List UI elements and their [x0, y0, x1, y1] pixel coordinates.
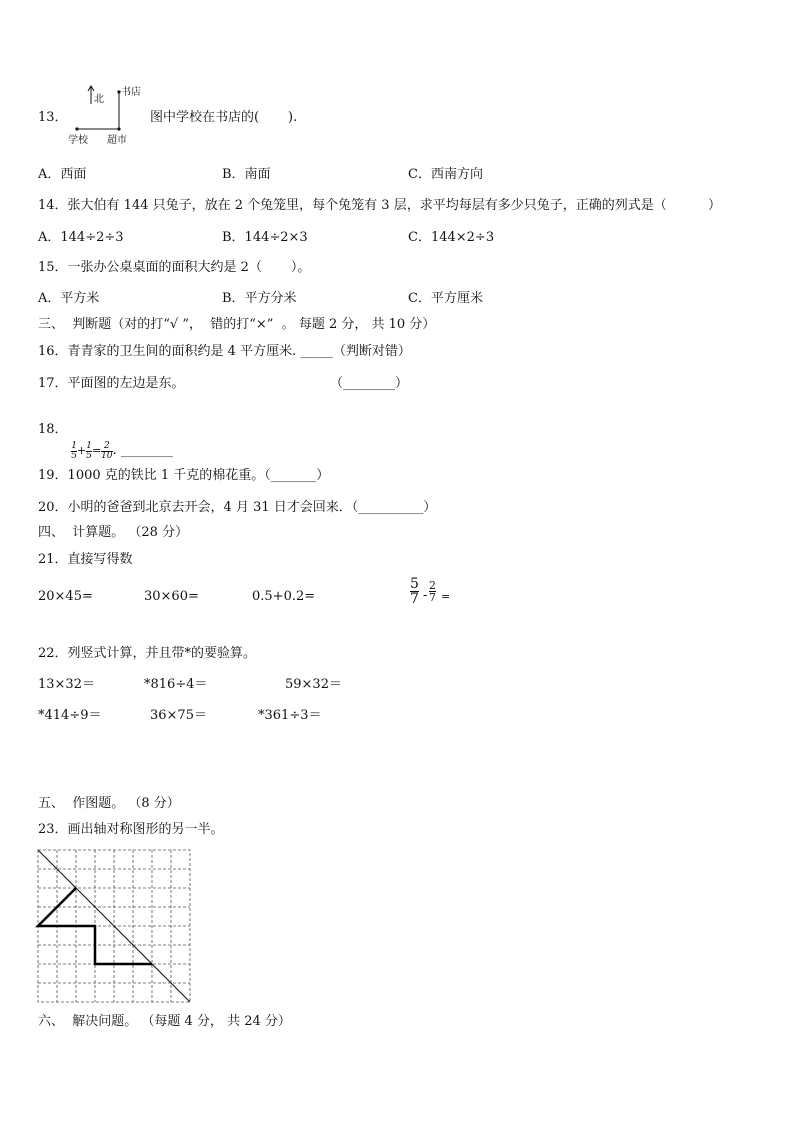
- q18-plus: +: [77, 444, 87, 457]
- q21-equals: =: [441, 590, 451, 603]
- q14-option-b: B．144÷2×3: [222, 230, 308, 245]
- q21-item-1: 20×45=: [38, 589, 93, 604]
- q13-option-c: C．西南方向: [408, 167, 483, 182]
- q21-item-2: 30×60=: [144, 589, 199, 604]
- q23-question-text: 23．画出轴对称图形的另一半。: [38, 822, 224, 837]
- q13-option-a: A．西面: [38, 167, 87, 182]
- q21-fraction-a: 5 7: [410, 576, 419, 607]
- q23-symmetry-grid: [38, 850, 193, 1005]
- q19-question-text: 19．1000 克的铁比 1 千克的棉花重。（_______）: [38, 468, 330, 483]
- q15-option-b: B．平方分米: [222, 291, 297, 306]
- q13-question-text: 图中学校在书店的( ).: [150, 110, 298, 125]
- q13-number: 13．: [38, 110, 68, 125]
- q15-question-text: 15．一张办公桌桌面的面积大约是 2（ ）。: [38, 260, 311, 275]
- q15-option-c: C．平方厘米: [408, 291, 483, 306]
- q15-option-a: A．平方米: [38, 291, 100, 306]
- q18-blank: . ________: [112, 443, 173, 458]
- q14-option-a: A．144÷2÷3: [38, 230, 124, 245]
- q22-row2-item-2: 36×75＝: [150, 708, 207, 723]
- q17-answer-blank: （________）: [330, 376, 409, 391]
- q17-question-text: 17．平面图的左边是东。: [38, 376, 185, 391]
- section-3-heading: 三、 判断题（对的打“√ ”， 错的打“×” 。 每题 2 分， 共 10 分）: [38, 317, 436, 332]
- q18-fraction-2: $\frac{1}{5}$: [86, 440, 92, 461]
- q21-question-text: 21．直接写得数: [38, 552, 133, 567]
- q22-row2-item-3: *361÷3＝: [258, 708, 322, 723]
- q14-option-c: C．144×2÷3: [408, 230, 495, 245]
- q21-item-3: 0.5+0.2=: [252, 589, 316, 604]
- q22-row1-item-2: *816÷4＝: [144, 677, 208, 692]
- q22-row1-item-3: 59×32＝: [285, 677, 342, 692]
- q18-number: 18．: [38, 422, 68, 437]
- q18-expression: [63, 418, 173, 463]
- q21-fraction-b: 2 7: [429, 579, 436, 604]
- q13-north-label: 北: [94, 94, 104, 105]
- q22-row2-item-1: *414÷9＝: [38, 708, 102, 723]
- q18-equals: =: [91, 444, 102, 457]
- q13-option-b: B．南面: [222, 167, 271, 182]
- q16-question-text: 16．青青家的卫生间的面积约是 4 平方厘米. _____（判断对错）: [38, 344, 411, 359]
- q22-row1-item-1: 13×32＝: [38, 677, 95, 692]
- q21-minus: -: [423, 588, 428, 603]
- section-5-heading: 五、 作图题。 （8 分）: [38, 796, 180, 811]
- q20-question-text: 20．小明的爸爸到北京去开会，4 月 31 日才会回来．（__________）: [38, 500, 437, 515]
- section-4-heading: 四、 计算题。 （28 分）: [38, 525, 189, 540]
- q13-supermarket-label: 超市: [107, 135, 127, 146]
- q18-fraction-1: $\frac{1}{5}$: [71, 440, 77, 461]
- q13-school-label: 学校: [68, 135, 88, 146]
- q14-question-text: 14．张大伯有 144 只兔子，放在 2 个兔笼里，每个兔笼有 3 层，求平均每层有多少只兔子，正确的列式是（ ）: [38, 198, 722, 213]
- section-6-heading: 六、 解决问题。 （每题 4 分， 共 24 分）: [38, 1014, 291, 1029]
- q13-bookstore-label: 书店: [121, 87, 141, 98]
- q22-question-text: 22．列竖式计算，并且带*的要验算。: [38, 646, 257, 661]
- q18-fraction-3: $\frac{2}{10}$: [101, 440, 113, 461]
